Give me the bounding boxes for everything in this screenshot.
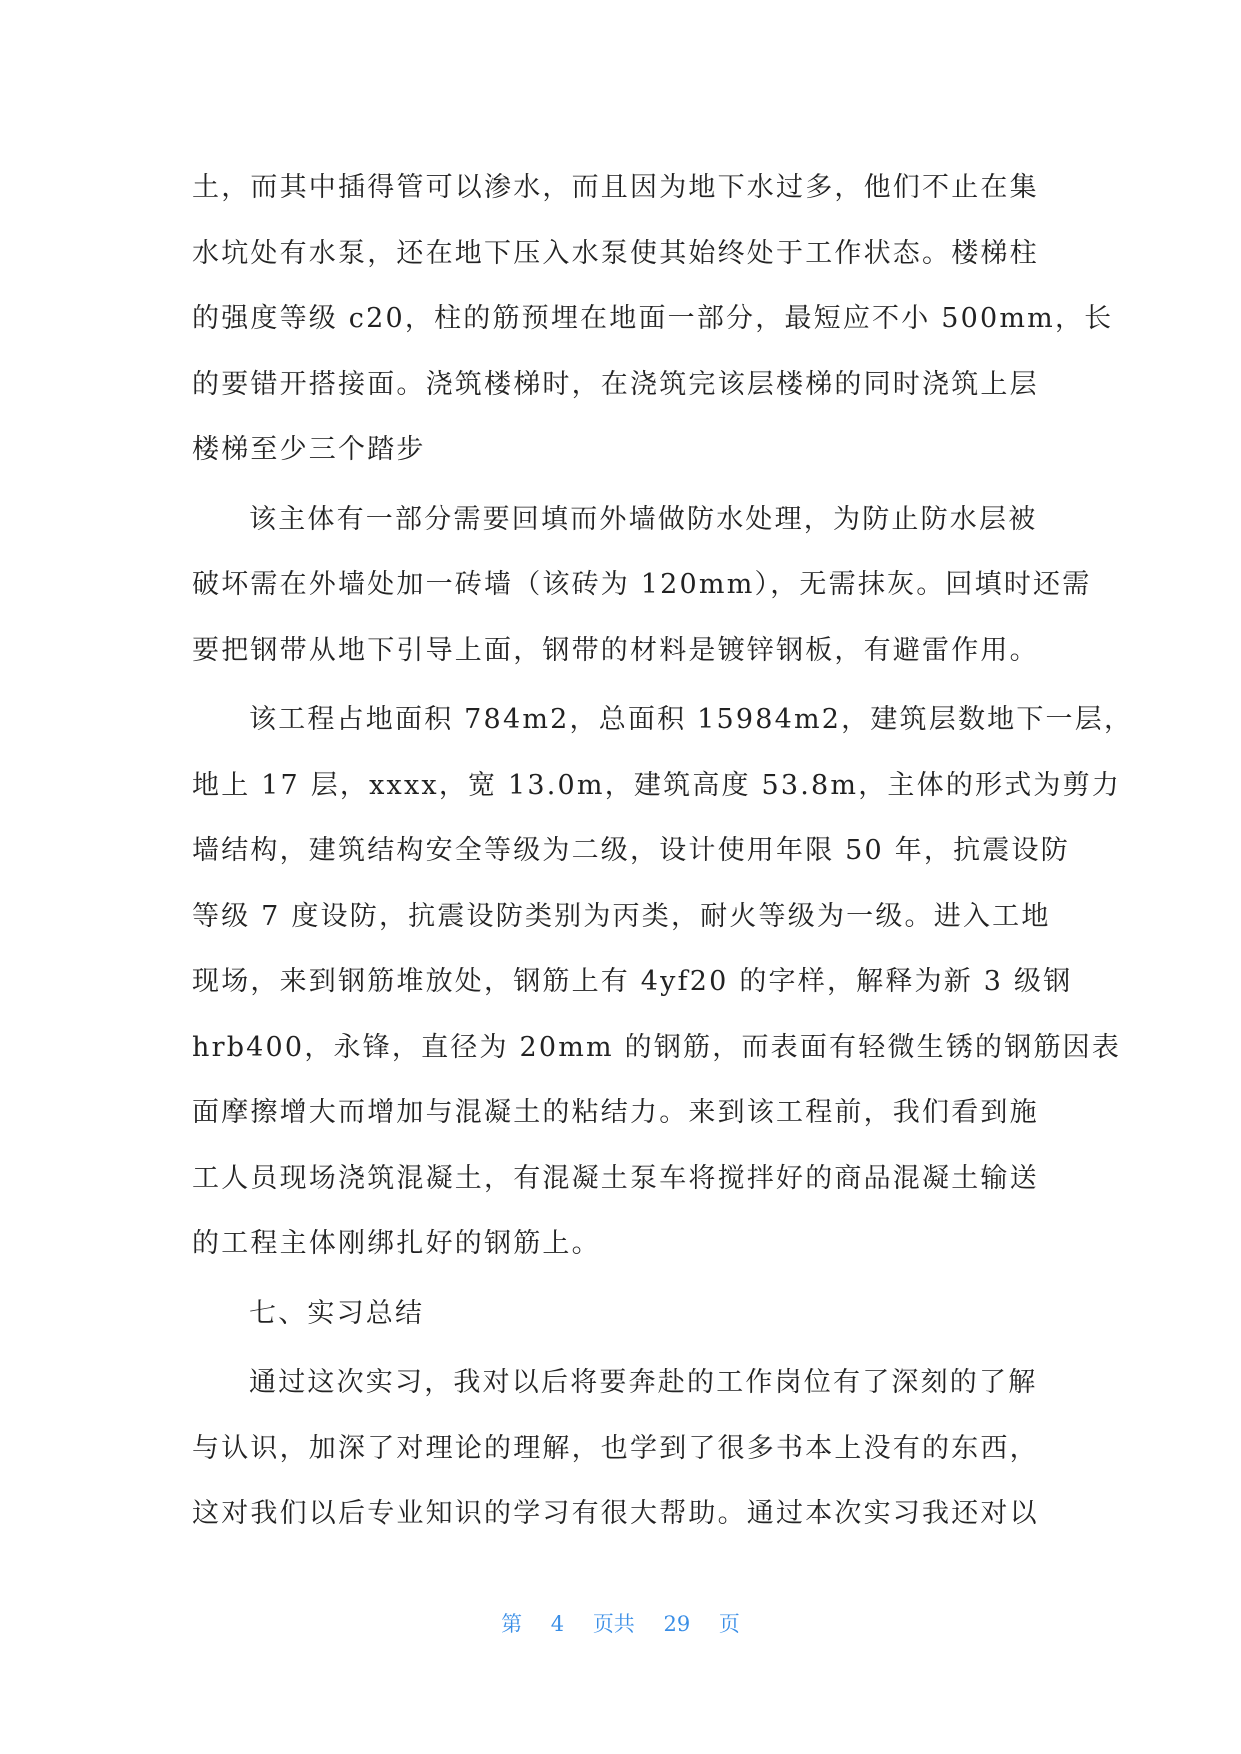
section-heading: [192, 1281, 1054, 1347]
text-line: 等级 7 度设防，抗震设防类别为丙类，耐火等级为一级。进入工地: [192, 900, 1051, 932]
text-line: 要把钢带从地下引导上面，钢带的材料是镀锌钢板，有避雷作用。: [192, 634, 1039, 666]
text-line: 破坏需在外墙处加一砖墙（该砖为 120mm），无需抹灰。回填时还需: [192, 569, 1092, 600]
text-line: 的强度等级 c20，柱的筋预埋在地面一部分，最短应不小 500mm，长: [192, 303, 1114, 334]
text-line: 楼梯至少三个踏步: [192, 434, 426, 465]
total-pages-number: 29: [663, 1612, 691, 1636]
text-line: 工人员现场浇筑混凝土，有混凝土泵车将搅拌好的商品混凝土输送: [192, 1162, 1039, 1194]
text-line: 该工程占地面积 784m2，总面积 15984m2，建筑层数地下一层，: [249, 704, 1134, 735]
text-line: 的工程主体刚绑扎好的钢筋上。: [192, 1228, 601, 1259]
text-line: hrb400，永锋，直径为 20mm 的钢筋，而表面有轻微生锈的钢筋因表: [192, 1031, 1122, 1063]
text-line: 水坑处有水泵，还在地下压入水泵使其始终处于工作状态。楼梯柱: [192, 237, 1039, 269]
text-line: 的要错开搭接面。浇筑楼梯时，在浇筑完该层楼梯的同时浇筑上层: [192, 368, 1039, 400]
text-line: 这对我们以后专业知识的学习有很大帮助。通过本次实习我还对以: [192, 1498, 1039, 1529]
text-line: 通过这次实习，我对以后将要奔赴的工作岗位有了深刻的了解: [249, 1367, 1038, 1398]
paragraph-5: [192, 1350, 1054, 1547]
paragraph-3: [192, 687, 1134, 1277]
footer-label-di: 第: [501, 1612, 523, 1636]
text-line: 墙结构，建筑结构安全等级为二级，设计使用年限 50 年，抗震设防: [192, 835, 1070, 866]
footer-label-ye: 页: [718, 1612, 740, 1636]
text-line: 与认识，加深了对理论的理解，也学到了很多书本上没有的东西，: [192, 1432, 1039, 1464]
paragraph-1: [192, 155, 1114, 483]
text-line: 面摩擦增大而增加与混凝土的粘结力。来到该工程前，我们看到施: [192, 1097, 1039, 1128]
text-line: 地上 17 层，xxxx，宽 13.0m，建筑高度 53.8m，主体的形式为剪力: [192, 769, 1122, 801]
text-line: 该主体有一部分需要回填而外墙做防水处理，为防止防水层被: [249, 503, 1038, 535]
body-text: [192, 155, 1134, 1551]
page-footer: [0, 1608, 1241, 1638]
text-line: 现场，来到钢筋堆放处，钢筋上有 4yf20 的字样，解释为新 3 级钢: [192, 966, 1073, 997]
paragraph-2: [192, 487, 1092, 684]
current-page-number: 4: [550, 1612, 565, 1636]
text-line: 土，而其中插得管可以渗水，而且因为地下水过多，他们不止在集: [192, 172, 1039, 203]
section-heading-text: 七、实习总结: [249, 1297, 425, 1329]
footer-label-ye-gong: 页共: [592, 1612, 635, 1636]
